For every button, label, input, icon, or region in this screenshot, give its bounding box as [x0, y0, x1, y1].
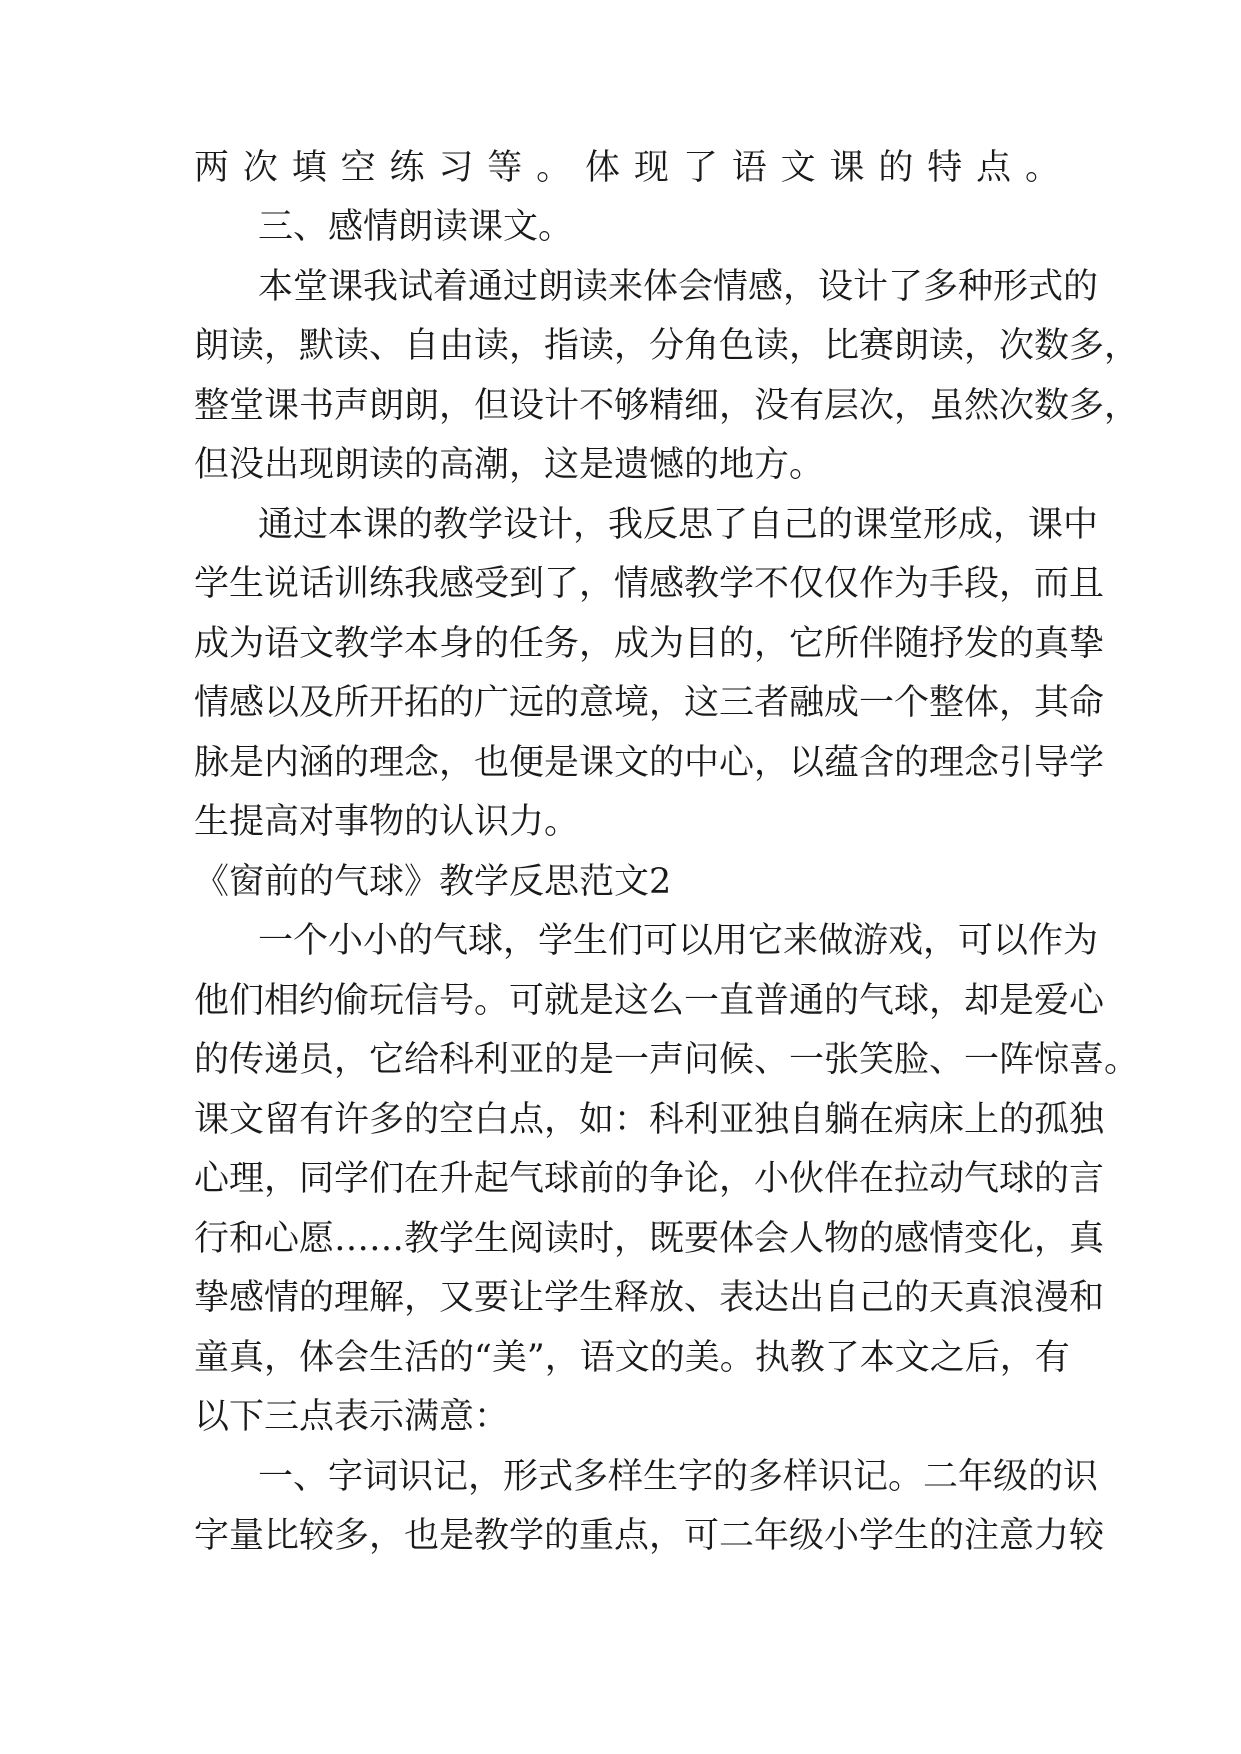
- paragraph-line: 生提高对事物的认识力。: [194, 802, 580, 842]
- article-title: 《窗前的气球》教学反思范文2: [194, 862, 672, 902]
- paragraph-line: 字量比较多，也是教学的重点，可二年级小学生的注意力较: [194, 1516, 1105, 1556]
- paragraph-line: 挚感情的理解，又要让学生释放、表达出自己的天真浪漫和: [194, 1278, 1105, 1318]
- paragraph-line: 的传递员，它给科利亚的是一声问候、一张笑脸、一阵惊喜。: [194, 1040, 1140, 1080]
- paragraph-line: 整堂课书声朗朗，但设计不够精细，没有层次，虽然次数多，: [194, 386, 1140, 426]
- paragraph-line: 以下三点表示满意：: [194, 1397, 510, 1437]
- paragraph-line: 童真，体会生活的“美”，语文的美。执教了本文之后，有: [194, 1338, 1070, 1378]
- paragraph-line: 学生说话训练我感受到了，情感教学不仅仅作为手段，而且: [194, 564, 1105, 604]
- document-page: [194, 0, 1140, 1754]
- paragraph-line: 他们相约偷玩信号。可就是这么一直普通的气球，却是爱心: [194, 981, 1105, 1021]
- paragraph-line: 朗读，默读、自由读，指读，分角色读，比赛朗读，次数多，: [194, 326, 1140, 366]
- paragraph-line: 课文留有许多的空白点，如：科利亚独自躺在病床上的孤独: [194, 1100, 1105, 1140]
- paragraph-line: 一个小小的气球，学生们可以用它来做游戏，可以作为: [258, 921, 1099, 961]
- paragraph-line: 一、字词识记，形式多样生字的多样识记。二年级的识: [258, 1457, 1099, 1497]
- section-heading: 三、感情朗读课文。: [258, 207, 574, 247]
- paragraph-line: 脉是内涵的理念，也便是课文的中心，以蕴含的理念引导学: [194, 743, 1105, 783]
- paragraph-line: 心理，同学们在升起气球前的争论，小伙伴在拉动气球的言: [194, 1159, 1105, 1199]
- paragraph-line: 行和心愿……教学生阅读时，既要体会人物的感情变化，真: [194, 1219, 1105, 1259]
- paragraph-line: 通过本课的教学设计，我反思了自己的课堂形成，课中: [258, 505, 1099, 545]
- paragraph-line: 但没出现朗读的高潮，这是遗憾的地方。: [194, 445, 825, 485]
- paragraph-line: 本堂课我试着通过朗读来体会情感，设计了多种形式的: [258, 267, 1099, 307]
- text-line: 两次填空练习等。体现了语文课的特点。: [194, 148, 1060, 188]
- paragraph-line: 成为语文教学本身的任务，成为目的，它所伴随抒发的真挚: [194, 624, 1105, 664]
- paragraph-line: 情感以及所开拓的广远的意境，这三者融成一个整体，其命: [194, 683, 1105, 723]
